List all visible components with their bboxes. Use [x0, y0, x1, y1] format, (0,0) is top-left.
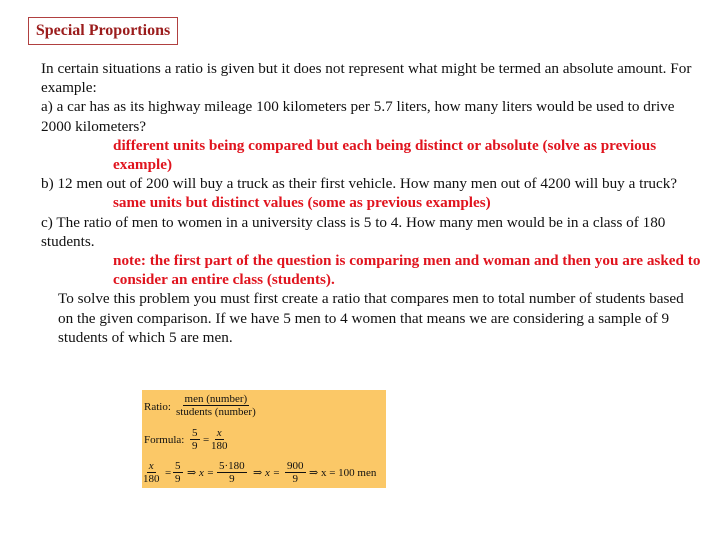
solution-fraction-1: [143, 460, 160, 485]
slide-body: [41, 59, 706, 347]
intro-paragraph: In certain situations a ratio is given but it does not represent what might be termed an absolute amount. For example:: [41, 60, 692, 97]
formula-den-1: 9: [192, 440, 198, 452]
formula-box: [142, 390, 386, 488]
example-c: c) The ratio of men to women in a university class is 5 to 4. How many men would be in a class of 180 students.: [41, 213, 666, 250]
solution-den-1: 180: [143, 473, 160, 485]
solution-paragraph: To solve this problem you must first create a ratio that compares men to total number of students based on the given comparison. If we have 5 men to 4 women that means we are considering a sample of 9 students of which 5 are men.: [58, 290, 684, 346]
solution-num-3: 5·180: [219, 460, 245, 472]
solution-num-4: 900: [287, 460, 304, 472]
example-a: a) a car has as its highway mileage 100 kilometers per 5.7 liters, how many liters would be used to drive 2000 kilometers?: [41, 98, 675, 135]
formula-num-1: 5: [192, 427, 198, 439]
solution-equals: =: [165, 467, 172, 479]
formula-fraction-2: [211, 427, 228, 452]
solution-den-2: 9: [175, 473, 181, 485]
ratio-label: Ratio:: [144, 401, 171, 413]
example-a-note: different units being compared but each being distinct or absolute (solve as previous example): [113, 136, 657, 174]
solution-fraction-4: [285, 460, 306, 485]
solution-step-2: ⇒ x =: [253, 467, 281, 479]
solution-fraction-2: [173, 460, 183, 485]
ratio-fraction: [176, 393, 256, 418]
equals-sign: =: [203, 434, 210, 446]
slide-title-text: Special Proportions: [35, 22, 171, 39]
formula-fraction-1: [190, 427, 200, 452]
solution-num-1: x: [148, 460, 154, 472]
solution-num-2: 5: [175, 460, 181, 472]
solution-step-1: ⇒ x =: [187, 467, 215, 479]
solution-fraction-3: [217, 460, 247, 485]
solution-den-4: 9: [292, 473, 298, 485]
example-c-note: note: the first part of the question is comparing men and woman and then you are asked to consider an entire class (students).: [113, 252, 701, 289]
formula-num-2: x: [216, 427, 222, 439]
slide-title: [28, 17, 178, 45]
example-b-note: same units but distinct values (some as previous examples): [113, 194, 491, 212]
example-b: b) 12 men out of 200 will buy a truck as their first vehicle. How many men out of 4200 will buy a truck?: [41, 175, 678, 193]
formula-den-2: 180: [211, 440, 228, 452]
solution-result: ⇒ x = 100 men: [309, 467, 377, 479]
ratio-denominator: students (number): [176, 406, 256, 418]
formula-label: Formula:: [144, 434, 185, 446]
solution-den-3: 9: [229, 473, 235, 485]
ratio-numerator: men (number): [184, 393, 248, 405]
